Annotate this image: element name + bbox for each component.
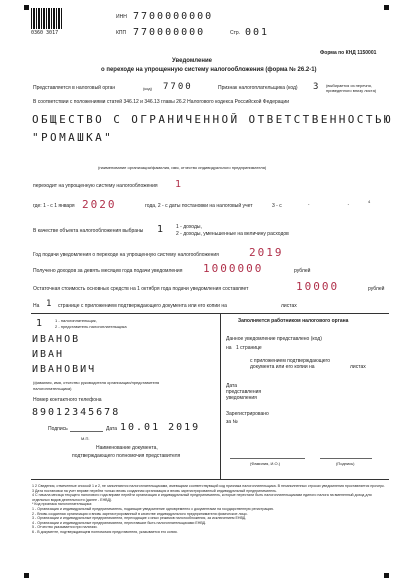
object-option2: 2 - доходы, уменьшенные на величину расходов <box>176 231 289 237</box>
corner-marker <box>384 573 389 578</box>
tax-office-attach2: документа или его копии на <box>250 364 315 370</box>
transition-options: где: 1 - с 1 января <box>33 203 75 209</box>
org-name-line2[interactable]: "РОМАШКА" <box>32 131 114 144</box>
signature-label: Подпись <box>48 426 68 432</box>
signer-role-option1: 1 - налогоплательщик, <box>55 318 97 323</box>
footnote-6: 2 - Вновь созданная организация и вновь зарегистрированный в качестве индивидуального предпринимателя физическое лицо. <box>32 511 248 516</box>
footnote-5: 1 - Организация и индивидуальный предприниматель, подающие уведомление одновременно с документами на государственную регистрацию. <box>32 506 275 511</box>
form-knd: Форма по КНД 1150001 <box>320 50 377 56</box>
footnote-divider <box>31 479 389 480</box>
tax-office-fio-caption: (Фамилия, И.О.) <box>250 461 281 466</box>
column-divider <box>220 313 221 479</box>
pages-prefix: На <box>33 303 40 309</box>
rep-doc-line1: Наименование документа, <box>96 445 158 451</box>
phone-value[interactable]: 89012345678 <box>32 407 121 418</box>
basis-text: В соответствии с положениями статей 346.12 и 346.13 главы 26.2 Налогового кодекса Российской Федерации <box>33 99 289 105</box>
inn-label: ИНН <box>116 14 127 20</box>
transition-label: переходит на упрощенную систему налогообложения <box>33 183 158 189</box>
signature-line[interactable] <box>70 431 103 432</box>
tax-office-sheets: листах <box>350 364 366 370</box>
signer-name[interactable]: ИВАН <box>32 349 65 360</box>
tax-office-doc-label: Данное уведомление представлено (код) <box>226 336 322 342</box>
form-subtitle: о переходе на упрощенную систему налогообложения (форма № 26.2-1) <box>101 67 317 73</box>
object-option1: 1 - доходы, <box>176 224 202 230</box>
tax-authority-code[interactable]: 7700 <box>163 82 193 92</box>
corner-marker <box>384 5 389 10</box>
form-title: Уведомление <box>172 58 213 64</box>
pages-suffix: листах <box>281 303 297 309</box>
page-value: 001 <box>245 27 270 38</box>
transition-option3: 3 - с <box>272 203 282 209</box>
transition-value[interactable]: 1 <box>175 179 184 190</box>
phone-label: Номер контактного телефона <box>33 397 102 403</box>
footnote-7: 3 - Организации и индивидуальные предприниматели, переходящие с иных режимов налогообложения, за исключением ЕНВД. <box>32 516 247 521</box>
org-name-caption: (наименование организации/фамилия, имя, отчество индивидуального предпринимателя) <box>98 165 267 170</box>
tax-office-date-label1: Дата <box>226 383 238 389</box>
tax-office-attach1: с приложением подтверждающего <box>250 358 331 364</box>
transition-option2: года, 2 - с даты постановки на налоговый учет <box>145 203 253 209</box>
footnote-4: * Код признака налогоплательщика: <box>32 502 93 507</box>
inn-value[interactable]: 7700000000 <box>133 11 214 22</box>
transition-year[interactable]: 2020 <box>82 198 117 211</box>
assets-rub: рублей <box>368 286 385 292</box>
tax-office-date-label3: уведомления <box>226 395 257 401</box>
section-divider <box>31 313 389 314</box>
pages-text: странице с приложением подтверждающего документа или его копии на <box>58 303 227 309</box>
sign-date-value[interactable]: 10.01 2019 <box>120 422 201 433</box>
signer-name-caption1: (фамилия, имя, отчество руководителя организации/представителя <box>33 380 160 385</box>
page-label: Стр. <box>230 30 241 36</box>
kpp-label: КПП <box>116 30 127 36</box>
footnote-8: 4 - Организации и индивидуальные предприниматели, переставшие быть налогоплательщиками ЕНВД. <box>32 520 207 525</box>
tax-office-sign-line[interactable] <box>320 458 372 459</box>
tax-office-reg-no: за № <box>226 419 238 425</box>
signer-role-option2: 2 - представитель налогоплательщика <box>55 324 127 329</box>
rep-doc-line2: подтверждающего полномочия представителя <box>72 453 181 459</box>
signer-surname[interactable]: ИВАНОВ <box>32 334 81 345</box>
tax-office-date-label2: представления <box>226 389 262 395</box>
footnote-3: 4 С начала месяца текущего налогового года вправе перейти организация и индивидуальный предприниматель, которые перестали быть налогоплательщиками единого налога на вмененный доход для отдельных видов деятельности (далее - ЕНВД). <box>32 493 372 502</box>
year-value[interactable]: 2019 <box>249 246 284 259</box>
year-label: Год подачи уведомления о переходе на упрощенную систему налогообложения <box>33 252 219 258</box>
tax-office-reg-label: Зарегистрировано <box>226 411 269 417</box>
tax-office-on-label: на <box>226 345 232 351</box>
corner-marker <box>24 5 29 10</box>
kpp-value[interactable]: 770000000 <box>133 27 206 38</box>
code-label: (код) <box>143 86 152 91</box>
tax-office-sign-caption: (Подпись) <box>336 461 355 466</box>
assets-value[interactable]: 10000 <box>296 280 340 293</box>
tax-office-title: Заполняется работником налогового органа <box>238 318 349 324</box>
signer-name-caption2: налогоплательщика) <box>33 386 72 391</box>
taxpayer-sign-value[interactable]: 3 <box>313 82 321 92</box>
footnote-10: 6 - В документе, подтверждающем полномочия представителя, указывается его копия. <box>32 529 178 534</box>
income-rub: рублей <box>294 268 311 274</box>
footnote-4-mark: 4 <box>368 199 371 204</box>
barcode <box>31 8 63 29</box>
barcode-number: 0360 3017 <box>31 30 59 36</box>
signer-patronymic[interactable]: ИВАНОВИЧ <box>32 364 97 375</box>
signer-role-value[interactable]: 1 <box>36 318 45 329</box>
stamp-label: М.П. <box>81 436 90 441</box>
tax-office-page-label: 1 странице <box>236 345 262 351</box>
object-label: В качестве объекта налогообложения выбраны <box>33 228 144 234</box>
date-label: Дата <box>106 426 118 432</box>
object-value[interactable]: 1 <box>157 224 166 235</box>
taxpayer-sign-note: (выбирается из перечня, приведенного внизу листа) <box>326 83 377 93</box>
footnote-9: 5 - Отчество указывается при наличии. <box>32 525 98 530</box>
income-value[interactable]: 1000000 <box>203 262 264 275</box>
pages-value[interactable]: 1 <box>46 299 54 309</box>
tax-office-fio-line[interactable] <box>230 458 305 459</box>
footnote-1: 1 2 Сведения, отмеченные сноской 1 и 2, не заполняются налогоплательщиками, имеющими соответствующий код признака налогоплательщика. В незаполненных строках уведомления проставляется прочерк. <box>32 484 385 488</box>
footnote-2: 3 Дата постановки на учет вправе перейти только вновь созданная организация и вновь зарегистрированный индивидуальный предприниматель. <box>32 488 277 493</box>
taxpayer-sign-label: Признак налогоплательщика (код) <box>218 85 298 91</box>
footnotes <box>32 484 386 535</box>
income-label: Получено доходов за девять месяцев года подачи уведомления <box>33 268 183 274</box>
org-name-line1[interactable]: ОБЩЕСТВО С ОГРАНИЧЕННОЙ ОТВЕТСТВЕННОСТЬЮ <box>32 113 393 126</box>
corner-marker <box>24 573 29 578</box>
tax-authority-label: Представляется в налоговый орган <box>33 85 116 91</box>
transition-date-dots[interactable]: . . <box>308 201 368 207</box>
assets-label: Остаточная стоимость основных средств на 1 октября года подачи уведомления составляет <box>33 286 249 292</box>
